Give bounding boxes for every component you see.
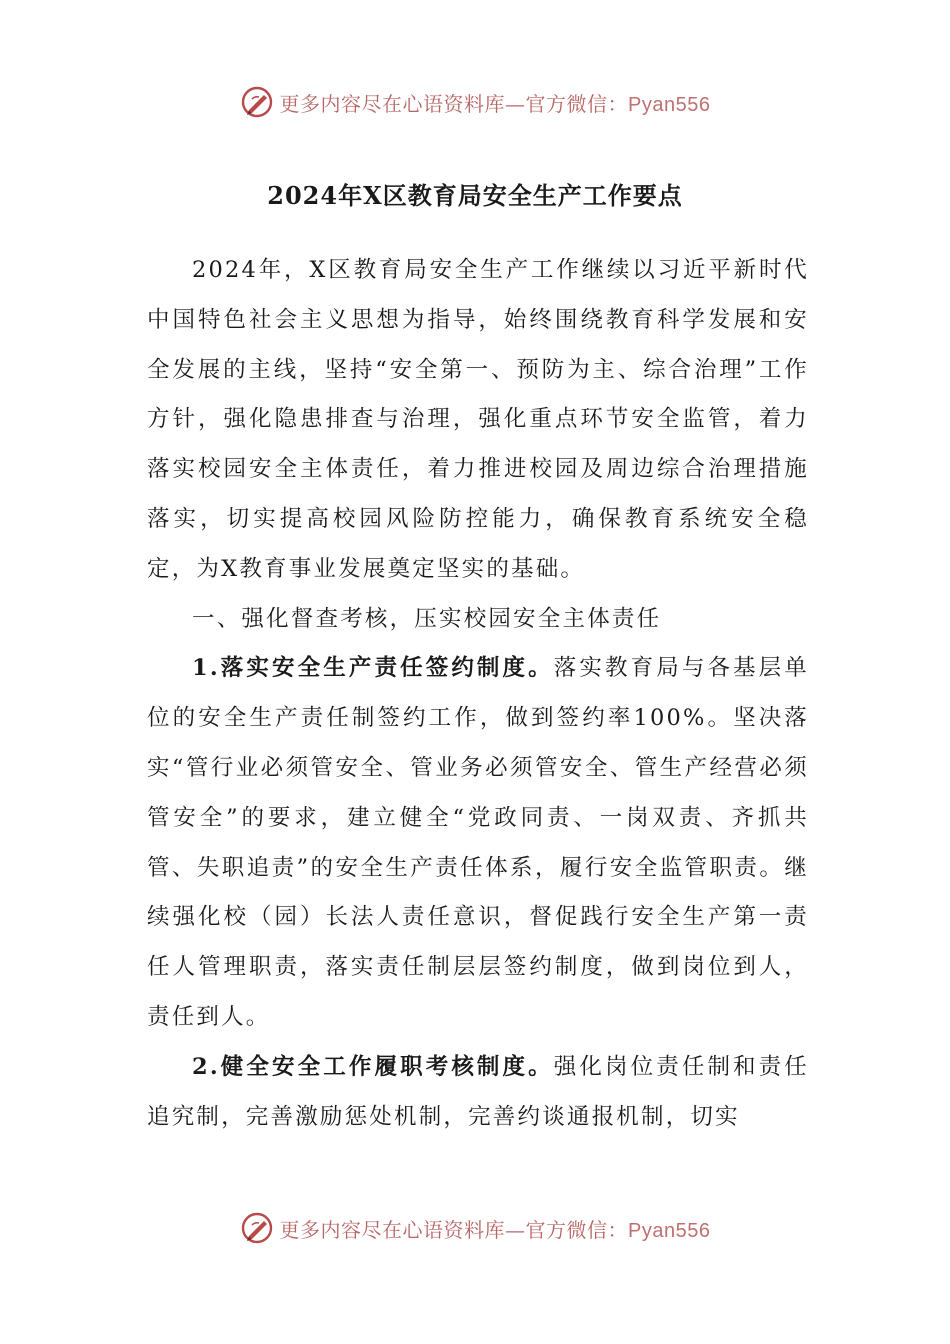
pen-logo-icon [240, 1211, 274, 1245]
watermark-footer [0, 1208, 950, 1248]
item-1-paragraph [147, 644, 809, 1042]
watermark-header [0, 82, 950, 122]
item-2-paragraph [147, 1043, 809, 1143]
watermark-text: 更多内容尽在心语资料库—官方微信：Pyan556 [279, 91, 711, 116]
item-2-lead: 2.健全安全工作履职考核制度。 [192, 1053, 554, 1080]
item-1-body: 落实教育局与各基层单位的安全生产责任制签约工作，做到签约率100%。坚决落实“管行业必须管安全、管业务必须管安全、管生产经营必须管安全”的要求，建立健全“党政同责、一岗双责、齐抓共管、失职追责”的安全生产责任体系，履行安全监管职责。继续强化校（园）长法人责任意识，督促践行安全生产第一责任人管理职责，落实责任制层层签约制度，做到岗位到人，责任到人。 [147, 655, 809, 1030]
watermark-wechat-id: Pyan556 [628, 93, 711, 116]
document-title: 2024年X区教育局安全生产工作要点 [267, 181, 683, 210]
item-2-body: 强化岗位责任制和责任追究制，完善激励惩处机制，完善约谈通报机制，切实 [147, 1053, 809, 1130]
section-heading-1: 一、强化督查考核，压实校园安全主体责任 [192, 605, 662, 632]
intro-paragraph: 2024年，X区教育局安全生产工作继续以习近平新时代中国特色社会主义思想为指导，始终围绕教育科学发展和安全发展的主线，坚持“安全第一、预防为主、综合治理”工作方针，强化隐患排查与治理，强化重点环节安全监管，着力落实校园安全主体责任，着力推进校园及周边综合治理措施落实，切实提高校园风险防控能力，确保教育系统安全稳定，为X教育事业发展奠定坚实的基础。 [147, 257, 809, 582]
watermark-wechat-id: Pyan556 [628, 1219, 711, 1242]
watermark-text: 更多内容尽在心语资料库—官方微信：Pyan556 [279, 1217, 711, 1242]
document-body [147, 246, 809, 1142]
pen-logo-icon [240, 85, 274, 119]
item-1-lead: 1.落实安全生产责任签约制度。 [192, 655, 554, 682]
